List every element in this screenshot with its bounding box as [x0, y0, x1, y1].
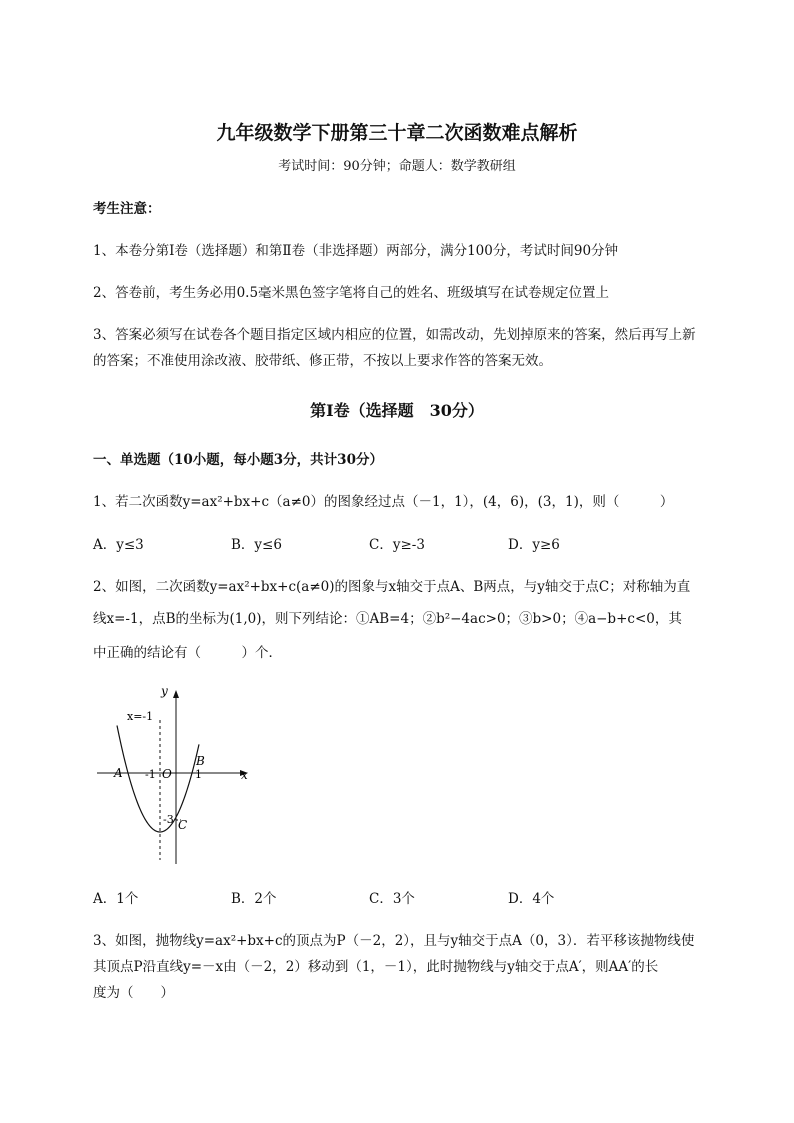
notice-heading: 考生注意： [93, 201, 161, 217]
parabola-curve [117, 725, 199, 832]
q3-line-2: 其顶点P沿直线y=－x由（－2，2）移动到（1，－1），此时抛物线与y轴交于点A′，则AA′的长 [93, 959, 659, 975]
q1-option-d: D．y≥6 [508, 537, 560, 553]
exam-title: 九年级数学下册第三十章二次函数难点解析 [216, 122, 578, 144]
tick-neg1-label: -1 [145, 768, 156, 781]
origin-label: O [162, 767, 172, 781]
part-title: 一、单选题（10小题，每小题3分，共计30分） [93, 452, 383, 468]
q2-option-d: D．4个 [508, 891, 555, 907]
point-b-label: B [196, 754, 205, 768]
axis-equation-label: x=-1 [127, 710, 154, 723]
q2-option-b: B．2个 [231, 891, 277, 907]
q1-option-a: A．y≤3 [93, 537, 144, 553]
q2-option-a: A．1个 [93, 891, 139, 907]
q2-line-3: 中正确的结论有（ ）个． [93, 645, 282, 661]
q2-line-1: 2、如图，二次函数y=ax²+bx+c(a≠0)的图象与x轴交于点A、B两点，与y轴交于点C；对称轴为直 [93, 579, 691, 595]
notice-item-3-cont: 的答案；不准使用涂改液、胶带纸、修正带，不按以上要求作答的答案无效。 [93, 353, 552, 369]
tick-1-label: 1 [195, 768, 202, 781]
q2-option-c: C．3个 [369, 891, 415, 907]
q2-line-2: 线x=-1，点B的坐标为(1,0)，则下列结论：①AB=4；②b²−4ac>0；③b>0；④a−b+c<0，其 [93, 611, 682, 627]
point-a-label: A [114, 766, 123, 780]
q1-option-c: C．y≥-3 [369, 537, 425, 553]
section-title: 第Ⅰ卷（选择题 30分） [310, 401, 484, 420]
q3-line-1: 3、如图，抛物线y=ax²+bx+c的顶点为P（－2，2），且与y轴交于点A（0，3）．若平移该抛物线使 [93, 933, 695, 949]
q3-line-3: 度为（ ） [93, 985, 174, 1001]
y-axis-arrow [173, 690, 179, 698]
notice-item-3: 3、答案必须写在试卷各个题目指定区域内相应的位置，如需改动，先划掉原来的答案，然后再写上新 [93, 327, 696, 343]
q1-stem: 1、若二次函数y=ax²+bx+c（a≠0）的图象经过点（－1，1），(4，6)，(3，1)，则（ ） [93, 494, 674, 510]
q1-option-b: B．y≤6 [231, 537, 282, 553]
exam-subtitle: 考试时间：90分钟；命题人：数学教研组 [278, 159, 516, 174]
notice-item-2: 2、答卷前，考生务必用0.5毫米黑色签字笔将自己的姓名、班级填写在试卷规定位置上 [93, 285, 610, 301]
x-axis-label: x [241, 768, 248, 782]
parabola-graph [95, 682, 260, 867]
notice-item-1: 1、本卷分第Ⅰ卷（选择题）和第Ⅱ卷（非选择题）两部分，满分100分，考试时间90分钟 [93, 243, 619, 259]
y-axis-label: y [161, 684, 168, 698]
tick-neg3-label: -3 [163, 813, 174, 826]
point-c-label: C [178, 818, 188, 832]
